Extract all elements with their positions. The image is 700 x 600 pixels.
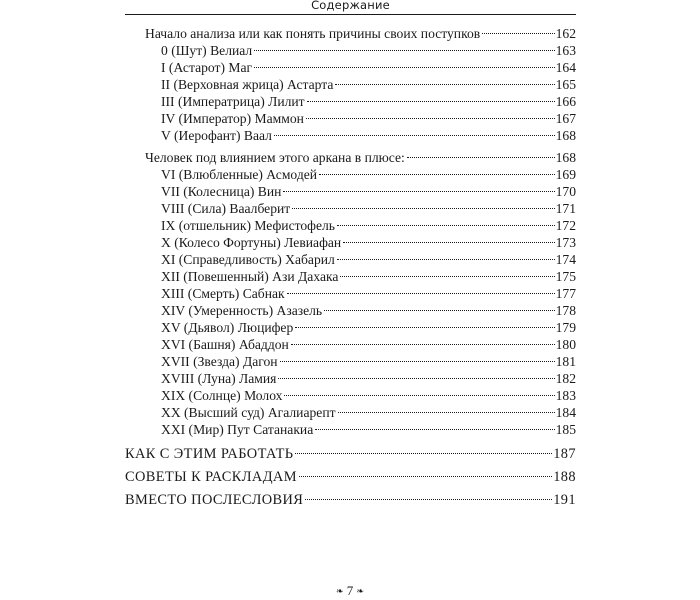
dot-leader [274, 123, 555, 140]
toc-entry-page: 165 [555, 77, 576, 92]
dot-leader [295, 315, 554, 332]
dot-leader [324, 298, 554, 315]
toc-entry-title: XVIII (Луна) Ламия [161, 371, 277, 386]
toc-entry-title: XX (Высший суд) Агалиарепт [161, 405, 336, 420]
toc-entry[interactable] [161, 196, 576, 216]
toc-entry-page: 180 [555, 337, 576, 352]
dot-leader [338, 400, 555, 417]
toc-entry-title: СОВЕТЫ К РАСКЛАДАМ [125, 469, 297, 485]
dot-leader [407, 145, 555, 162]
toc-entry[interactable] [161, 298, 576, 318]
dot-leader [278, 366, 554, 383]
toc-entry-page: 162 [555, 26, 576, 41]
toc-entry-page: 185 [555, 422, 576, 437]
toc-entry-title: XI (Справедливость) Хабарил [161, 252, 335, 267]
toc-entry-title: VII (Колесница) Вин [161, 184, 282, 199]
toc-entry-page: 183 [555, 388, 576, 403]
toc-entry-title: XII (Повешенный) Ази Дахака [161, 269, 339, 284]
toc-entry[interactable] [161, 55, 576, 75]
toc-entry-title: XVI (Башня) Абаддон [161, 337, 289, 352]
toc-entry-title: III (Императрица) Лилит [161, 94, 305, 109]
toc-entry[interactable] [161, 230, 576, 250]
toc-entry-page: 177 [555, 286, 576, 301]
dot-leader [343, 230, 554, 247]
toc-entry-page: 172 [555, 218, 576, 233]
toc-entry[interactable] [161, 281, 576, 301]
toc-entry-page: 191 [553, 492, 576, 508]
toc-entry-page: 169 [555, 167, 576, 182]
toc-entry[interactable] [161, 349, 576, 369]
dot-leader [340, 264, 554, 281]
ornament-left-icon: ❧ [335, 586, 344, 596]
dot-leader [307, 89, 555, 106]
toc-entry[interactable] [161, 38, 576, 58]
dot-leader [306, 106, 555, 123]
dot-leader [305, 487, 552, 504]
dot-leader [254, 38, 554, 55]
toc-entry-page: 174 [555, 252, 576, 267]
dot-leader [335, 72, 554, 89]
dot-leader [299, 464, 552, 481]
toc-entry-page: 173 [555, 235, 576, 250]
page-number [0, 584, 700, 599]
dot-leader [291, 332, 555, 349]
toc-entry-page: 164 [555, 60, 576, 75]
toc-entry[interactable] [161, 72, 576, 92]
toc-entry[interactable] [161, 366, 576, 386]
toc-entry-title: V (Иерофант) Ваал [161, 128, 272, 143]
page-number-value: 7 [346, 583, 354, 598]
toc-entry-title: XV (Дьявол) Люцифер [161, 320, 294, 335]
toc-entry-title: VIII (Сила) Ваалберит [161, 201, 291, 216]
toc-entry-page: 179 [555, 320, 576, 335]
toc-entry[interactable] [161, 89, 576, 109]
toc-entry-page: 181 [555, 354, 576, 369]
toc-entry[interactable] [161, 383, 576, 403]
toc-entry-page: 188 [553, 469, 576, 485]
toc-entry-title: Начало анализа или как понять причины своих поступков [145, 26, 481, 41]
toc-entry-title: I (Астарот) Маг [161, 60, 253, 75]
toc-entry-page: 170 [555, 184, 576, 199]
toc-entry-title: Человек под влиянием этого аркана в плюсе: [145, 150, 405, 165]
toc-entry-title: II (Верховная жрица) Астарта [161, 77, 334, 92]
dot-leader [283, 179, 554, 196]
toc-chapter-entry[interactable] [125, 441, 576, 462]
toc-entry-page: 168 [555, 128, 576, 143]
toc-entry[interactable] [161, 213, 576, 233]
toc-chapter-entry[interactable] [125, 464, 576, 485]
toc-section-entry[interactable] [145, 21, 576, 41]
dot-leader [284, 383, 554, 400]
toc-entry-page: 182 [555, 371, 576, 386]
toc-section-entry[interactable] [145, 145, 576, 165]
toc-entry-title: ВМЕСТО ПОСЛЕСЛОВИЯ [125, 492, 304, 508]
toc-entry-page: 166 [555, 94, 576, 109]
toc-entry-page: 187 [553, 446, 576, 462]
toc-entry-title: 0 (Шут) Велиал [161, 43, 253, 58]
toc-entry-title: VI (Влюбленные) Асмодей [161, 167, 318, 182]
toc-entry-page: 171 [555, 201, 576, 216]
toc-entry[interactable] [161, 106, 576, 126]
dot-leader [315, 417, 554, 434]
dot-leader [337, 213, 555, 230]
dot-leader [292, 196, 554, 213]
toc-entry-page: 163 [555, 43, 576, 58]
dot-leader [337, 247, 555, 264]
toc-entry[interactable] [161, 264, 576, 284]
toc-entry[interactable] [161, 315, 576, 335]
toc-entry-page: 175 [555, 269, 576, 284]
toc-entry[interactable] [161, 400, 576, 420]
toc-entry[interactable] [161, 179, 576, 199]
toc-entry[interactable] [161, 417, 576, 437]
dot-leader [254, 55, 555, 72]
toc-entry[interactable] [161, 162, 576, 182]
running-title: Содержание [311, 0, 390, 12]
dot-leader [482, 21, 554, 38]
dot-leader [280, 349, 555, 366]
toc-entry-title: IV (Император) Маммон [161, 111, 304, 126]
toc-entry-page: 184 [555, 405, 576, 420]
toc-entry[interactable] [161, 247, 576, 267]
toc-entry-title: X (Колесо Фортуны) Левиафан [161, 235, 342, 250]
toc-entry[interactable] [161, 123, 576, 143]
dot-leader [295, 441, 552, 458]
dot-leader [319, 162, 555, 179]
toc-entry-title: КАК С ЭТИМ РАБОТАТЬ [125, 446, 294, 462]
toc-entry-page: 178 [555, 303, 576, 318]
toc-entry[interactable] [161, 332, 576, 352]
dot-leader [287, 281, 555, 298]
toc-entry-title: IX (отшельник) Мефистофель [161, 218, 335, 233]
toc-entry-title: XIII (Смерть) Сабнак [161, 286, 285, 301]
toc-entry-title: XIV (Умеренность) Азазель [161, 303, 323, 318]
toc-entry-title: XIX (Солнце) Молох [161, 388, 283, 403]
toc-entry-title: XXI (Мир) Пут Сатанакиа [161, 422, 314, 437]
ornament-right-icon: ❧ [356, 586, 365, 596]
toc-entry-page: 168 [555, 150, 576, 165]
toc-entry-page: 167 [555, 111, 576, 126]
toc-chapter-entry[interactable] [125, 487, 576, 508]
toc-entry-title: XVII (Звезда) Дагон [161, 354, 278, 369]
